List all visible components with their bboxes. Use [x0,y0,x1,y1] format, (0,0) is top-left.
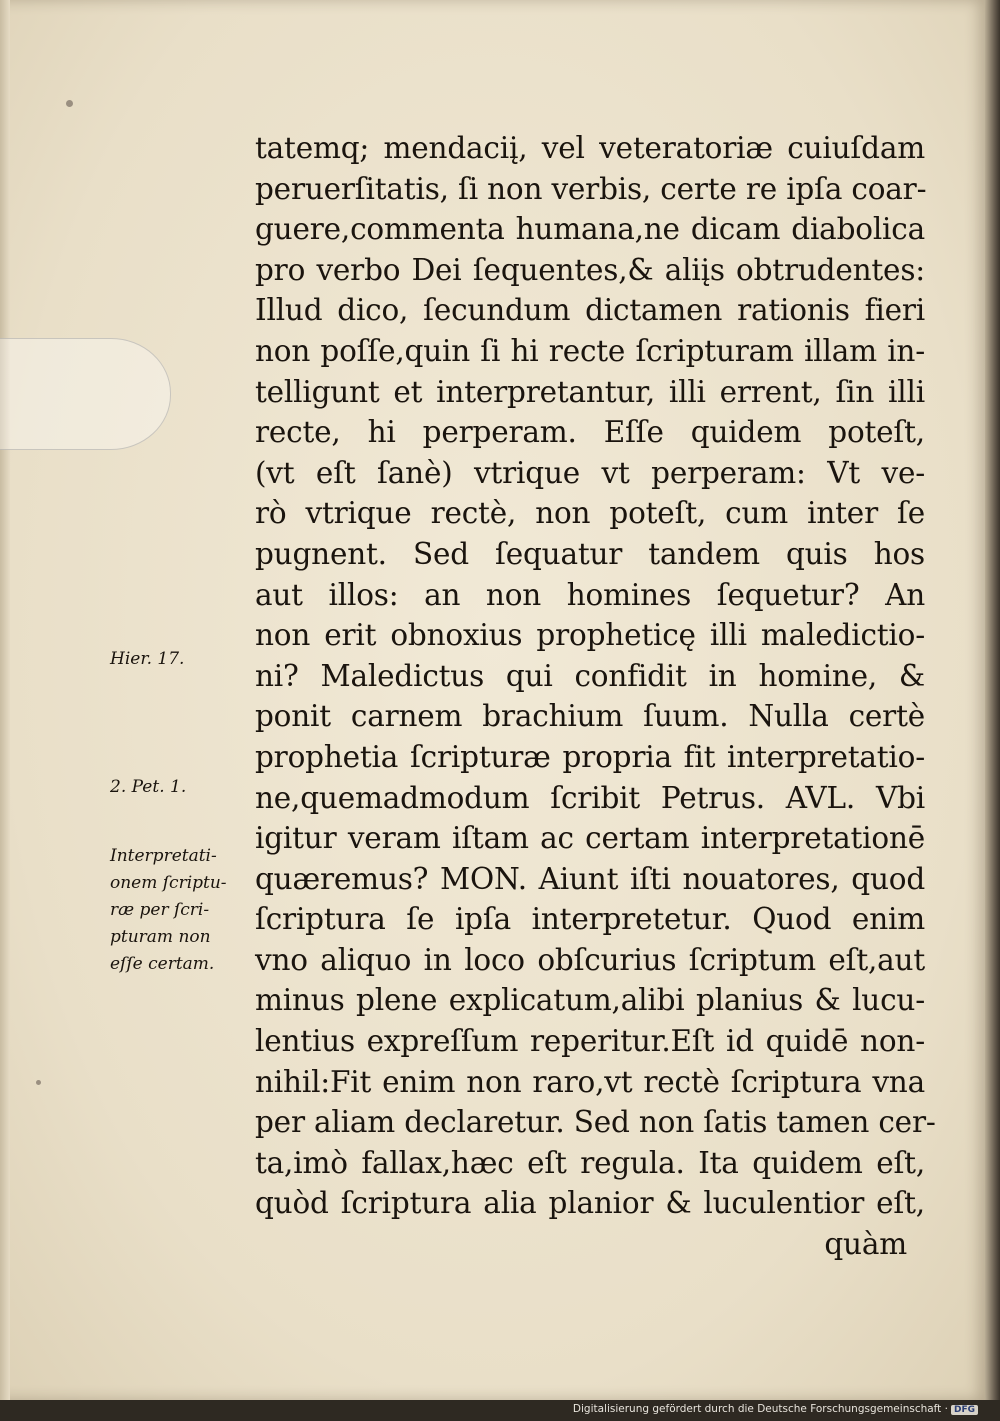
footer-credit [573,1403,978,1415]
body-text [255,128,936,1265]
text-line: non erit obnoxius propheticę illi maledictio- [255,618,925,653]
text-line: tatemq; mendaciį, vel veteratoriæ cuiuſdam [255,131,925,165]
text-line: lentius expreſſum reperitur.Eſt id quidē non- [255,1024,925,1059]
text-line: ne,quemadmodum ſcribit Petrus. AVL. Vbi [255,780,925,815]
ink-speck [36,1080,41,1085]
text-line: nihil:Fit enim non raro,vt rectè ſcriptura vna [255,1064,925,1099]
text-line: vno aliquo in loco obſcurius ſcriptum eſt,aut [255,942,925,977]
text-line: peruerſitatis, ſi non verbis, certe re ipſa coar- [255,171,927,206]
text-line: rò vtrique rectè, non poteſt, cum inter ſe [255,496,925,531]
text-line: ponit carnem brachium ſuum. Nulla certè [255,699,925,734]
text-line: igitur veram iſtam ac certam interpretationē [255,821,925,856]
text-line: (vt eſt ſanè) vtrique vt perperam: Vt ve- [255,455,925,490]
page-stack-edge [985,0,1000,1400]
text-line: minus plene explicatum,alibi planius & lucu- [255,983,925,1018]
text-line: telligunt et interpretantur, illi errent, ſin illi [255,374,925,409]
catchword: quàm [824,1227,907,1262]
margin-note-line: Interpretati- [110,846,217,866]
ink-speck [66,100,73,107]
text-line: pugnent. Sed ſequatur tandem quis hos [255,536,925,571]
text-line: quòd ſcriptura alia planior & luculentior eſt, [255,1186,925,1221]
text-line: guere,commenta humana,ne dicam diabolica [255,212,925,247]
page-edge [0,0,10,1400]
margin-note-line: onem ſcriptu- [110,873,227,893]
text-line: prophetia ſcripturæ propria fit interpretatio- [255,739,925,774]
transparent-tab-marker [0,338,171,450]
text-line: ni? Maledictus qui confidit in homine, & [255,658,925,693]
margin-note-line: pturam non [110,927,211,947]
text-line: recte, hi perperam. Eſſe quidem poteſt, [255,415,925,450]
dfg-logo: DFG [951,1405,978,1415]
text-line: pro verbo Dei ſequentes,& aliįs obtrudentes: [255,252,925,287]
margin-note-interpretationem [110,843,227,978]
text-line: non poſſe,quin ſi hi recte ſcripturam illam in- [255,333,925,368]
margin-note-text: Hier. 17. [110,649,185,669]
text-line: aut illos: an non homines ſequetur? An [255,577,925,612]
text-line: ta,imò fallax,hæc eſt regula. Ita quidem eſt, [255,1145,925,1180]
footer-text: Digitalisierung gefördert durch die Deutsche Forschungsgemeinschaft · [572,1403,948,1415]
text-line: ſcriptura ſe ipſa interpretetur. Quod enim [255,902,925,937]
margin-note-hier [110,646,184,673]
margin-note-line: ræ per ſcri- [110,900,210,920]
text-line: per aliam declaretur. Sed non ſatis tamen cer- [255,1105,936,1140]
text-line: quæremus? MON. Aiunt iſti nouatores, quod [255,861,925,896]
margin-note-petr [110,774,186,801]
margin-note-text: 2. Pet. 1. [110,777,187,797]
text-line: Illud dico, ſecundum dictamen rationis fieri [255,293,925,328]
margin-note-line: eſſe certam. [110,954,215,974]
